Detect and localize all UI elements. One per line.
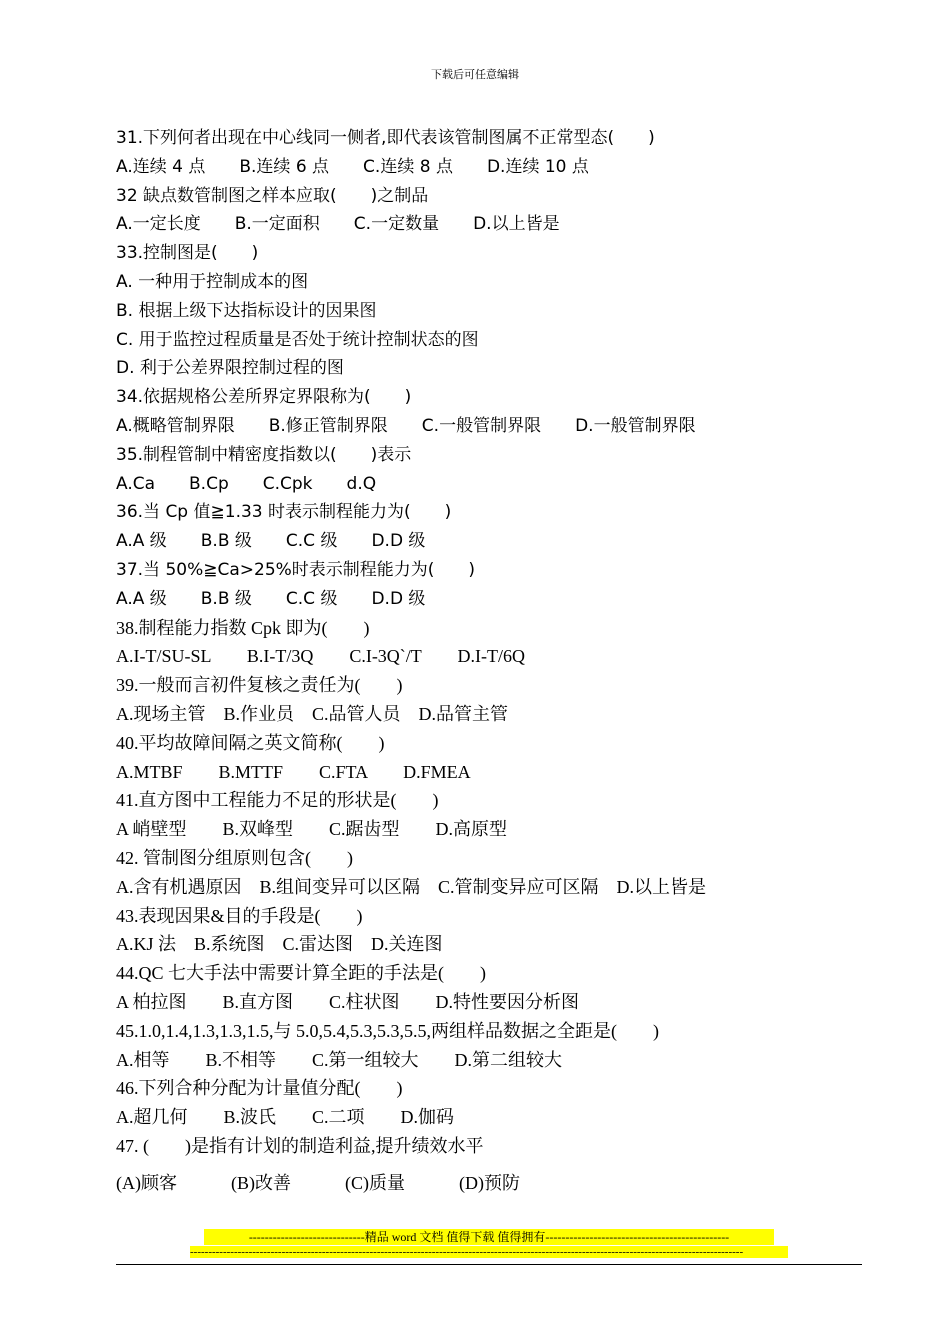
question-36: 36.当 Cp 值≧1.33 时表示制程能力为( ) [116, 502, 452, 523]
question-32: 32 缺点数管制图之样本应取( )之制品 [116, 185, 429, 206]
options-36: A.A 级 B.B 级 C.C 级 D.D 级 [116, 531, 426, 552]
options-31: A.连续 4 点 B.连续 6 点 C.连续 8 点 D.连续 10 点 [116, 156, 589, 177]
question-34: 34.依据规格公差所界定界限称为( ) [116, 387, 412, 408]
footer-dash-line: ------------------------------------------------------------------------------------------------------------------------------------------------------- [190, 1246, 788, 1258]
question-45: 45.1.0,1.4,1.3,1.3,1.5,与 5.0,5.4,5.3,5.3,5.5,两组样品数据之全距是( ) [116, 1020, 659, 1041]
question-33: 33.控制图是( ) [116, 243, 259, 264]
question-39: 39.一般而言初件复核之责任为( ) [116, 675, 403, 696]
question-31: 31.下列何者出现在中心线同一侧者,即代表该管制图属不正常型态( ) [116, 128, 655, 148]
page-header: 下载后可任意编辑 [431, 68, 519, 81]
options-40: A.MTBF B.MTTF C.FTA D.FMEA [116, 761, 471, 782]
question-43: 43.表现因果&目的手段是( ) [116, 905, 363, 926]
options-34: A.概略管制界限 B.修正管制界限 C.一般管制界限 D.一般管制界限 [116, 415, 696, 436]
options-41: A 峭壁型 B.双峰型 C.踞齿型 D.高原型 [116, 819, 508, 840]
options-42: A.含有机遇原因 B.组间变异可以区隔 C.管制变异应可区隔 D.以上皆是 [116, 876, 707, 897]
question-42: 42. 管制图分组原则包含( ) [116, 847, 353, 868]
question-37: 37.当 50%≧Ca>25%时表示制程能力为( ) [116, 559, 476, 580]
option-33-c: C. 用于监控过程质量是否处于统计控制状态的图 [116, 329, 479, 350]
question-38: 38.制程能力指数 Cpk 即为( ) [116, 617, 370, 638]
footer-banner: -----------------------------精品 word 文档 值得下载 值得拥有---------------------------------------------- [204, 1229, 774, 1245]
question-35: 35.制程管制中精密度指数以( )表示 [116, 444, 412, 465]
question-44: 44.QC 七大手法中需要计算全距的手法是( ) [116, 963, 486, 984]
question-list [116, 124, 876, 1197]
options-45: A.相等 B.不相等 C.第一组较大 D.第二组较大 [116, 1049, 563, 1070]
options-32: A.一定长度 B.一定面积 C.一定数量 D.以上皆是 [116, 214, 560, 235]
option-33-d: D. 利于公差界限控制过程的图 [116, 358, 344, 379]
question-47: 47. ( )是指有计划的制造利益,提升绩效水平 [116, 1135, 484, 1156]
options-46: A.超几何 B.波氏 C.二项 D.伽码 [116, 1107, 455, 1128]
options-38: A.I-T/SU-SL B.I-T/3Q C.I-3Q`/T D.I-T/6Q [116, 646, 525, 667]
options-37: A.A 级 B.B 级 C.C 级 D.D 级 [116, 588, 426, 609]
question-40: 40.平均故障间隔之英文简称( ) [116, 732, 385, 753]
option-33-a: A. 一种用于控制成本的图 [116, 271, 309, 292]
options-43: A.KJ 法 B.系统图 C.雷达图 D.关连图 [116, 934, 443, 955]
question-41: 41.直方图中工程能力不足的形状是( ) [116, 790, 439, 811]
options-35: A.Ca B.Cp C.Cpk d.Q [116, 473, 377, 494]
options-39: A.现场主管 B.作业员 C.品管人员 D.品管主管 [116, 703, 509, 724]
options-44: A 柏拉图 B.直方图 C.柱状图 D.特性要因分析图 [116, 991, 580, 1012]
option-33-b: B. 根据上级下达指标设计的因果图 [116, 300, 377, 321]
options-47: (A)顾客 (B)改善 (C)质量 (D)预防 [116, 1172, 520, 1193]
footer-rule [116, 1264, 862, 1265]
question-46: 46.下列合种分配为计量值分配( ) [116, 1078, 403, 1099]
